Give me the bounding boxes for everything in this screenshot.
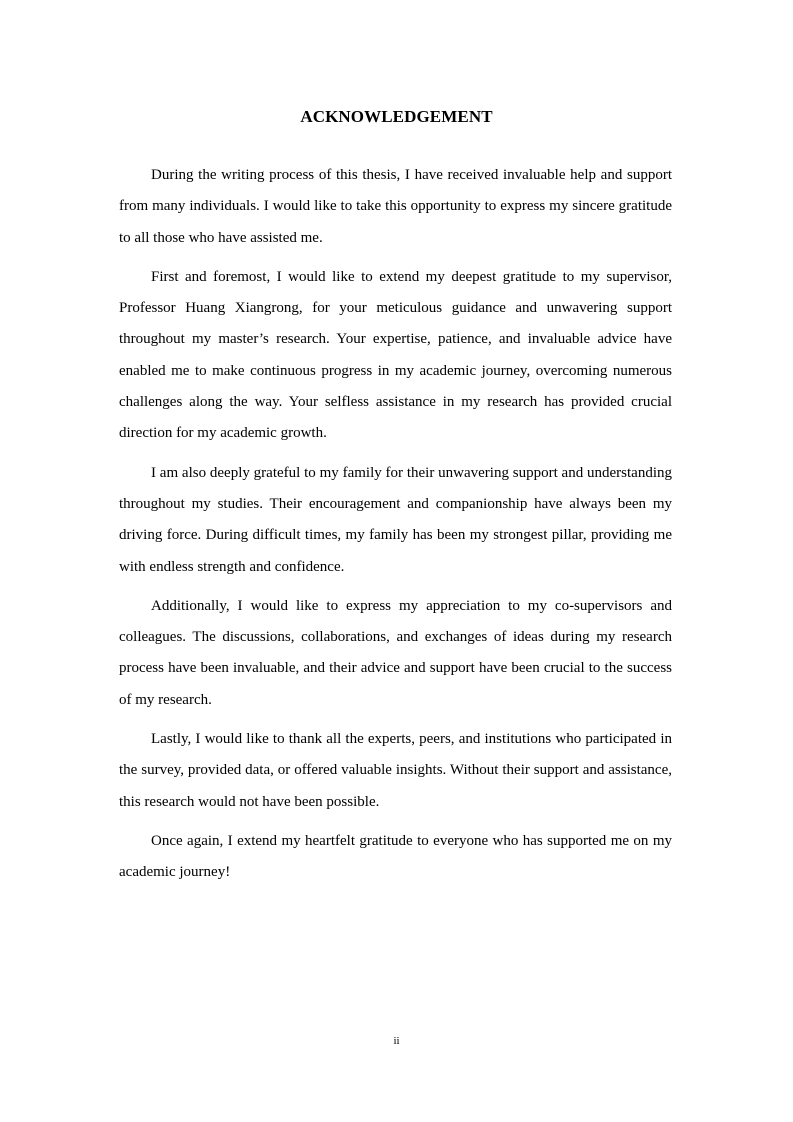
- paragraph-experts: Lastly, I would like to thank all the experts, peers, and institutions who participated in the survey, provided data, or offered valuable insights. Without their support and assistance, this research would not have been possible.: [119, 731, 672, 810]
- paragraph-colleagues: Additionally, I would like to express my appreciation to my co-supervisors and colleagues. The discussions, collaborations, and exchanges of ideas during my research process have been invaluable, and their advice and support have been crucial to the success of my research.: [119, 597, 672, 708]
- paragraph-intro: During the writing process of this thesis, I have received invaluable help and support from many individuals. I would like to take this opportunity to express my sincere gratitude to all those who have assisted me.: [119, 167, 672, 246]
- paragraph-closing: Once again, I extend my heartfelt gratitude to everyone who has supported me on my academic journey!: [119, 832, 672, 881]
- paragraph-family: I am also deeply grateful to my family for their unwavering support and understanding throughout my studies. Their encouragement and companionship have always been my driving force. During difficult times, my family has been my strongest pillar, providing me with endless strength and confidence.: [119, 464, 672, 575]
- page-title: ACKNOWLEDGEMENT: [300, 107, 493, 126]
- acknowledgement-body: [119, 160, 672, 897]
- paragraph-supervisor: First and foremost, I would like to extend my deepest gratitude to my supervisor, Professor Huang Xiangrong, for your meticulous guidance and unwavering support throughout my master’s research. Your expertise, patience, and invaluable advice have enabled me to make continuous progress in my academic journey, overcoming numerous challenges along the way. Your selfless assistance in my research has provided crucial direction for my academic growth.: [119, 268, 672, 442]
- page-number: ii: [393, 1035, 400, 1047]
